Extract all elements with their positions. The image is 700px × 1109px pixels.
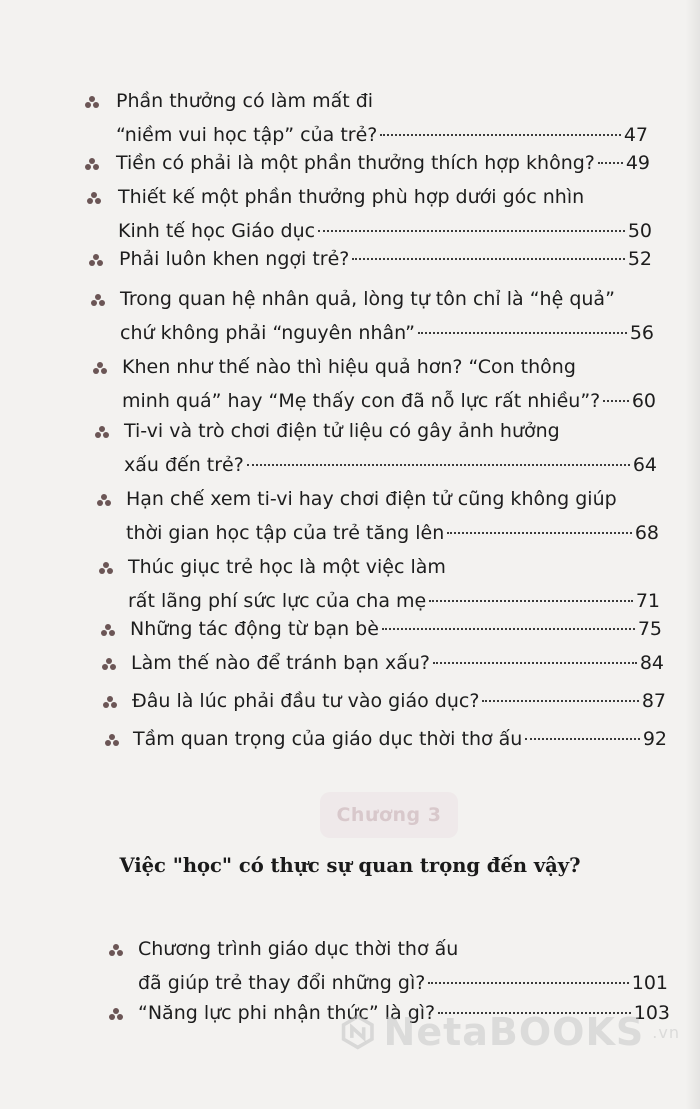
toc-entry	[124, 414, 657, 482]
trefoil-bullet-icon	[90, 293, 106, 307]
toc-entry-title: thời gian học tập của trẻ tăng lên	[126, 522, 445, 544]
page-edge-shadow	[685, 0, 700, 1109]
toc-entry	[138, 932, 668, 1000]
toc-entry-title: Phải luôn khen ngợi trẻ?	[119, 248, 350, 270]
toc-entry-title: Hạn chế xem ti-vi hay chơi điện tử cũng không giúp	[126, 488, 617, 510]
toc-entry-title: rất lãng phí sức lực của cha mẹ	[128, 590, 427, 612]
toc-entry	[116, 84, 648, 152]
dot-leader	[428, 980, 628, 984]
toc-entry-last-line	[120, 316, 654, 350]
page-number: 101	[631, 972, 668, 994]
toc-entry-title: Thúc giục trẻ học là một việc làm	[128, 556, 446, 578]
toc-entry-line	[122, 350, 656, 384]
trefoil-bullet-icon	[84, 157, 100, 171]
dot-leader	[447, 530, 632, 534]
dot-leader	[382, 626, 635, 630]
dot-leader	[598, 160, 623, 164]
trefoil-bullet-icon	[104, 733, 120, 747]
toc-entry-line	[126, 482, 659, 516]
toc-entry-title: Những tác động từ bạn bè	[130, 618, 379, 640]
toc-entry	[119, 242, 652, 276]
toc-entry-line	[138, 932, 668, 966]
page-number: 71	[635, 590, 660, 612]
dot-leader	[433, 660, 637, 664]
dot-leader	[380, 132, 620, 136]
trefoil-bullet-icon	[92, 361, 108, 375]
dot-leader	[318, 228, 625, 232]
toc-entry-last-line	[122, 384, 656, 418]
toc-entry-line	[128, 550, 660, 584]
trefoil-bullet-icon	[86, 191, 102, 205]
toc-entry	[130, 612, 662, 646]
page-number: 49	[625, 152, 650, 174]
trefoil-bullet-icon	[101, 657, 117, 671]
toc-entry-title: Trong quan hệ nhân quả, lòng tự tôn chỉ là “hệ quả”	[120, 288, 615, 310]
page-number: 103	[633, 1002, 670, 1024]
toc-entry-title: xấu đến trẻ?	[124, 454, 244, 476]
dot-leader	[525, 736, 639, 740]
toc-entry-last-line	[130, 612, 662, 646]
page-number: 87	[641, 690, 666, 712]
toc-entry-line	[116, 84, 648, 118]
toc-entry-title: Khen như thế nào thì hiệu quả hơn? “Con thông	[122, 356, 576, 378]
chapter-badge-label: Chương 3	[336, 804, 442, 826]
toc-entry-line	[120, 282, 654, 316]
page-number: 92	[642, 728, 667, 750]
trefoil-bullet-icon	[84, 95, 100, 109]
toc-entry-title: Kinh tế học Giáo dục	[118, 220, 316, 242]
trefoil-bullet-icon	[108, 943, 124, 957]
toc-entry-title: Thiết kế một phần thưởng phù hợp dưới góc nhìn	[118, 186, 585, 208]
page-number: 50	[627, 220, 652, 242]
dot-leader	[482, 698, 638, 702]
toc-entry	[118, 180, 652, 248]
page-number: 75	[637, 618, 662, 640]
page-number: 60	[631, 390, 656, 412]
dot-leader	[429, 598, 633, 602]
toc-entry-last-line	[131, 646, 664, 680]
toc-entry-title: Phần thưởng có làm mất đi	[116, 90, 374, 112]
chapter-title: Việc "học" có thực sự quan trọng đến vậy?	[119, 854, 581, 877]
toc-entry-last-line	[116, 146, 650, 180]
trefoil-bullet-icon	[108, 1007, 124, 1021]
toc-entry	[116, 146, 650, 180]
toc-entry-last-line	[138, 966, 668, 1000]
page-number: 47	[623, 124, 648, 146]
page-number: 56	[629, 322, 654, 344]
toc-entry-title: Ti-vi và trò chơi điện tử liệu có gây ảnh hưởng	[124, 420, 560, 442]
netabooks-logo-icon	[340, 1002, 376, 1062]
page-number: 84	[639, 652, 664, 674]
trefoil-bullet-icon	[98, 561, 114, 575]
watermark-brand: NetaBOOKS	[383, 1010, 645, 1054]
toc-entry-last-line	[133, 722, 667, 756]
toc-entry-line	[118, 180, 652, 214]
trefoil-bullet-icon	[94, 425, 110, 439]
page-number: 64	[632, 454, 657, 476]
toc-entry	[131, 646, 664, 680]
trefoil-bullet-icon	[102, 695, 118, 709]
toc-entry-title: Đâu là lúc phải đầu tư vào giáo dục?	[132, 690, 480, 712]
watermark-suffix: .vn	[652, 1022, 680, 1042]
toc-entry-title: Tiền có phải là một phần thưởng thích hợp không?	[116, 152, 595, 174]
toc-entry-title: Tầm quan trọng của giáo dục thời thơ ấu	[133, 728, 523, 750]
toc-entry-last-line	[119, 242, 652, 276]
trefoil-bullet-icon	[88, 253, 104, 267]
toc-entry	[128, 550, 660, 618]
toc-entry	[132, 684, 666, 718]
toc-entry-last-line	[132, 684, 666, 718]
toc-entry-title: Chương trình giáo dục thời thơ ấu	[138, 938, 459, 960]
toc-entry-title: đã giúp trẻ thay đổi những gì?	[138, 972, 426, 994]
watermark	[340, 1000, 680, 1064]
dot-leader	[247, 462, 630, 466]
toc-entry-title: chứ không phải “nguyên nhân”	[120, 322, 415, 344]
page-number: 52	[627, 248, 652, 270]
trefoil-bullet-icon	[100, 623, 116, 637]
toc-entry	[133, 722, 667, 756]
toc-entry-title: minh quá” hay “Mẹ thấy con đã nỗ lực rất nhiều”?	[122, 390, 601, 412]
toc-entry-last-line	[124, 448, 657, 482]
toc-entry-title: “niềm vui học tập” của trẻ?	[116, 124, 378, 146]
toc-entry	[120, 282, 654, 350]
toc-entry	[122, 350, 656, 418]
page-number: 68	[634, 522, 659, 544]
toc-entry-title: Làm thế nào để tránh bạn xấu?	[131, 652, 430, 674]
dot-leader	[603, 398, 629, 402]
trefoil-bullet-icon	[96, 493, 112, 507]
toc-entry-line	[124, 414, 657, 448]
toc-entry-last-line	[126, 516, 659, 550]
dot-leader	[352, 256, 624, 260]
toc-entry	[126, 482, 659, 550]
dot-leader	[418, 330, 627, 334]
toc-entry-title: “Năng lực phi nhận thức” là gì?	[138, 1002, 436, 1024]
chapter-badge	[320, 792, 458, 838]
